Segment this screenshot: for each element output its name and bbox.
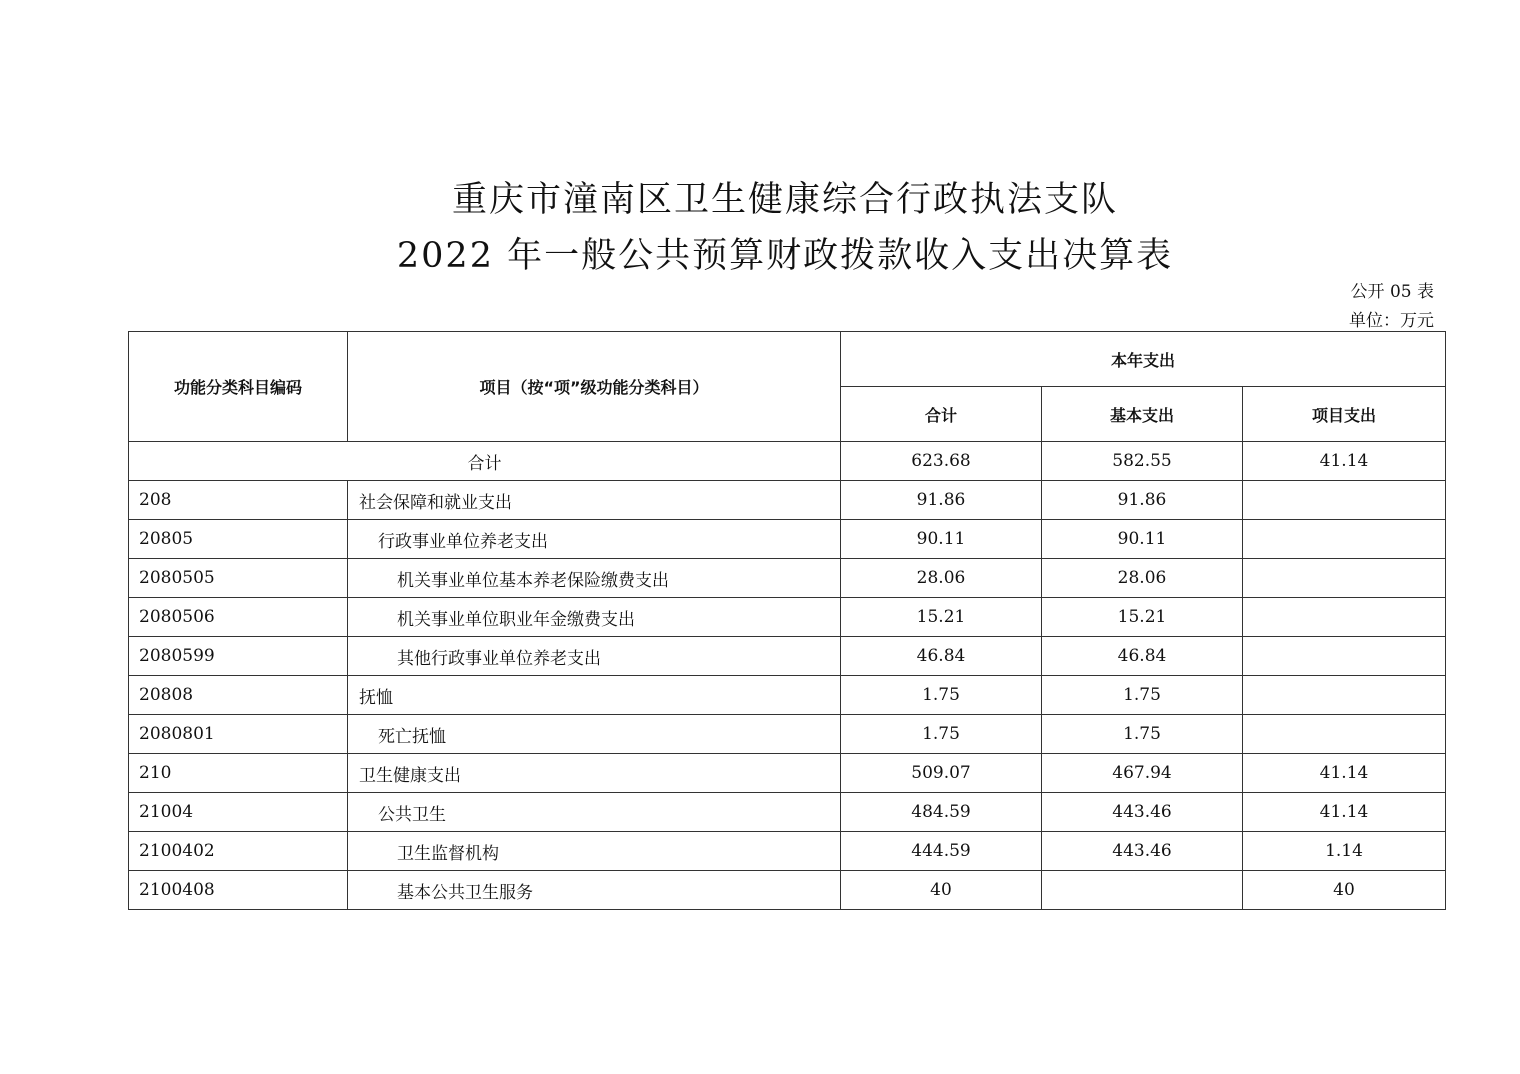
table-row xyxy=(129,598,1446,637)
row-item-name: 公共卫生 xyxy=(348,793,841,832)
total-sum: 623.68 xyxy=(841,442,1042,481)
row-basic: 28.06 xyxy=(1042,559,1243,598)
row-total: 484.59 xyxy=(841,793,1042,832)
row-total: 90.11 xyxy=(841,520,1042,559)
row-basic: 15.21 xyxy=(1042,598,1243,637)
row-code: 2080506 xyxy=(129,598,348,637)
row-total: 444.59 xyxy=(841,832,1042,871)
table-row xyxy=(129,793,1446,832)
header-current-year-expense: 本年支出 xyxy=(841,332,1446,387)
total-basic: 582.55 xyxy=(1042,442,1243,481)
row-item-name: 卫生健康支出 xyxy=(348,754,841,793)
row-project xyxy=(1243,676,1446,715)
form-number: 公开 05 表 xyxy=(1350,282,1434,302)
row-code: 208 xyxy=(129,481,348,520)
row-basic: 443.46 xyxy=(1042,793,1243,832)
header-project-expense: 项目支出 xyxy=(1243,387,1446,442)
unit-label: 单位：万元 xyxy=(1349,311,1434,331)
table-row xyxy=(129,715,1446,754)
row-project xyxy=(1243,481,1446,520)
row-project xyxy=(1243,715,1446,754)
table-row xyxy=(129,481,1446,520)
row-item-name: 机关事业单位基本养老保险缴费支出 xyxy=(348,559,841,598)
row-project: 40 xyxy=(1243,871,1446,910)
row-code: 21004 xyxy=(129,793,348,832)
total-project: 41.14 xyxy=(1243,442,1446,481)
table-row xyxy=(129,871,1446,910)
row-project xyxy=(1243,598,1446,637)
total-label: 合计 xyxy=(129,442,841,481)
row-basic: 1.75 xyxy=(1042,676,1243,715)
table-row xyxy=(129,559,1446,598)
row-total: 1.75 xyxy=(841,676,1042,715)
row-code: 2080599 xyxy=(129,637,348,676)
report-title-line1: 重庆市潼南区卫生健康综合行政执法支队 xyxy=(451,180,1118,220)
row-item-name: 行政事业单位养老支出 xyxy=(348,520,841,559)
row-item-name: 抚恤 xyxy=(348,676,841,715)
header-item: 项目（按“项”级功能分类科目） xyxy=(348,332,841,442)
row-code: 2080801 xyxy=(129,715,348,754)
row-project: 41.14 xyxy=(1243,754,1446,793)
header-total: 合计 xyxy=(841,387,1042,442)
table-row xyxy=(129,676,1446,715)
header-basic-expense: 基本支出 xyxy=(1042,387,1243,442)
row-basic xyxy=(1042,871,1243,910)
row-code: 20805 xyxy=(129,520,348,559)
row-project xyxy=(1243,637,1446,676)
row-item-name: 机关事业单位职业年金缴费支出 xyxy=(348,598,841,637)
row-project xyxy=(1243,520,1446,559)
row-basic: 91.86 xyxy=(1042,481,1243,520)
table-row xyxy=(129,637,1446,676)
row-total: 15.21 xyxy=(841,598,1042,637)
row-code: 2080505 xyxy=(129,559,348,598)
row-basic: 467.94 xyxy=(1042,754,1243,793)
row-code: 20808 xyxy=(129,676,348,715)
row-basic: 1.75 xyxy=(1042,715,1243,754)
row-code: 2100408 xyxy=(129,871,348,910)
row-total: 40 xyxy=(841,871,1042,910)
header-code: 功能分类科目编码 xyxy=(129,332,348,442)
row-total: 509.07 xyxy=(841,754,1042,793)
table-row xyxy=(129,754,1446,793)
row-total: 1.75 xyxy=(841,715,1042,754)
row-code: 210 xyxy=(129,754,348,793)
row-item-name: 死亡抚恤 xyxy=(348,715,841,754)
budget-table xyxy=(128,331,1446,910)
row-basic: 46.84 xyxy=(1042,637,1243,676)
table-row xyxy=(129,832,1446,871)
row-item-name: 卫生监督机构 xyxy=(348,832,841,871)
row-item-name: 社会保障和就业支出 xyxy=(348,481,841,520)
row-total: 28.06 xyxy=(841,559,1042,598)
row-project: 41.14 xyxy=(1243,793,1446,832)
row-project xyxy=(1243,559,1446,598)
row-code: 2100402 xyxy=(129,832,348,871)
row-project: 1.14 xyxy=(1243,832,1446,871)
row-total: 46.84 xyxy=(841,637,1042,676)
table-row xyxy=(129,520,1446,559)
row-basic: 443.46 xyxy=(1042,832,1243,871)
report-title-line2: 2022 年一般公共预算财政拨款收入支出决算表 xyxy=(396,236,1174,276)
row-item-name: 基本公共卫生服务 xyxy=(348,871,841,910)
row-total: 91.86 xyxy=(841,481,1042,520)
row-item-name: 其他行政事业单位养老支出 xyxy=(348,637,841,676)
row-basic: 90.11 xyxy=(1042,520,1243,559)
total-row xyxy=(129,442,1446,481)
